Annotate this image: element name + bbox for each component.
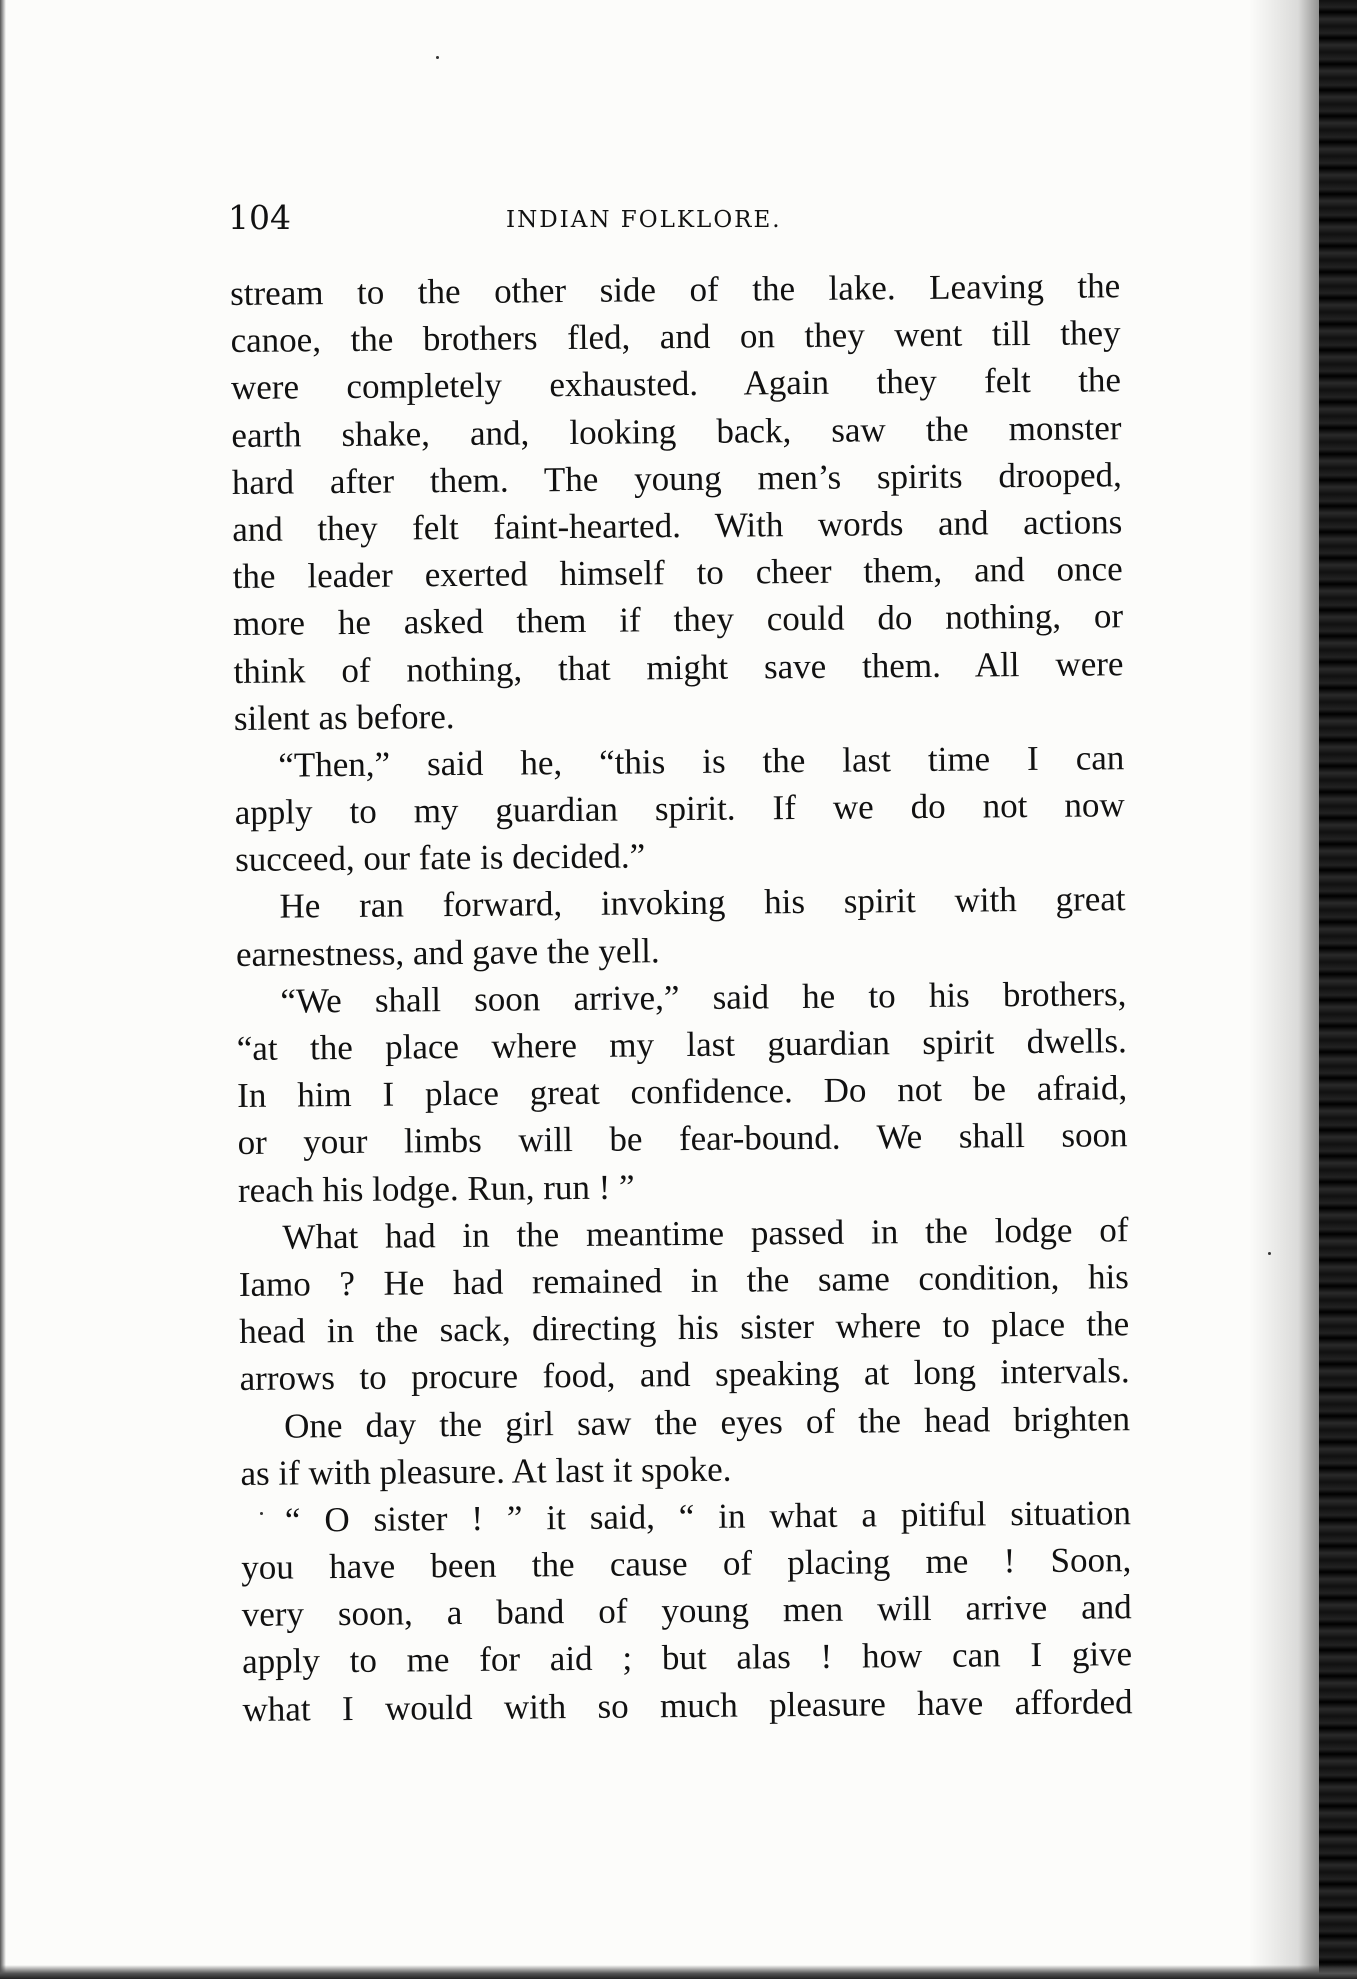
text-line: more he asked them if they could do nothing, or — [232, 596, 1124, 644]
text-line: and they felt faint-hearted. With words and actions — [232, 502, 1123, 549]
text-line: “Then,” said he, “this is the last time I can — [278, 738, 1125, 785]
text-line: succeed, our fate is decided.” — [234, 836, 646, 880]
text-line: He ran forward, invoking his spirit with great — [279, 879, 1126, 927]
scan-speck — [436, 56, 439, 59]
text-line: as if with pleasure. At last it spoke. — [240, 1449, 732, 1493]
text-line: think of nothing, that might save them. All were — [233, 643, 1124, 691]
text-line: One day the girl saw the eyes of the head brighten — [283, 1398, 1131, 1446]
text-line: what I would with so much pleasure have afforded — [242, 1681, 1133, 1729]
text-line: or your limbs will be fear-bound. We shall soon — [237, 1115, 1128, 1163]
text-line: very soon, a band of young men will arrive and — [241, 1587, 1132, 1635]
text-line: canoe, the brothers fled, and on they went till they — [230, 313, 1121, 361]
text-line: silent as before. — [233, 696, 455, 738]
running-title: INDIAN FOLKLORE. — [506, 207, 782, 233]
text-line: you have been the cause of placing me ! Soon, — [241, 1540, 1132, 1588]
text-line: “ O sister ! ” it said, “ in what a pitiful situation — [284, 1493, 1132, 1540]
text-line: the leader exerted himself to cheer them, and once — [232, 549, 1123, 597]
text-line: Iamo ? He had remained in the same condition, his — [238, 1257, 1129, 1304]
text-line: earth shake, and, looking back, saw the monster — [231, 407, 1122, 455]
scan-speck — [1268, 1252, 1271, 1255]
text-line: What had in the meantime passed in the lodge of — [282, 1209, 1129, 1257]
text-line: were completely exhausted. Again they felt the — [230, 360, 1122, 408]
binding-edge — [1319, 0, 1357, 1979]
text-line: head in the sack, directing his sister where to place the — [239, 1304, 1130, 1352]
scan-left-edge — [0, 0, 6, 1979]
body-text — [230, 262, 1133, 1733]
page-number: 104 — [228, 198, 291, 237]
text-line: arrows to procure food, and speaking at long intervals. — [239, 1351, 1130, 1399]
text-line: reach his lodge. Run, run ! ” — [237, 1167, 635, 1210]
text-line: earnestness, and gave the yell. — [235, 930, 660, 974]
text-line: “at the place where my last guardian spirit dwells. — [236, 1021, 1127, 1068]
text-line: apply to my guardian spirit. If we do not now — [234, 785, 1125, 833]
text-line: “We shall soon arrive,” said he to his brothers, — [280, 974, 1127, 1021]
page-header — [228, 196, 1108, 240]
text-line: stream to the other side of the lake. Leaving the — [230, 266, 1121, 313]
binding-shadow — [1249, 0, 1319, 1979]
text-line: In him I place great confidence. Do not be afraid, — [237, 1068, 1128, 1116]
text-line: hard after them. The young men’s spirits drooped, — [231, 454, 1122, 502]
text-line: apply to me for aid ; but alas ! how can I give — [241, 1634, 1133, 1682]
scan-bottom-edge — [0, 1965, 1357, 1979]
